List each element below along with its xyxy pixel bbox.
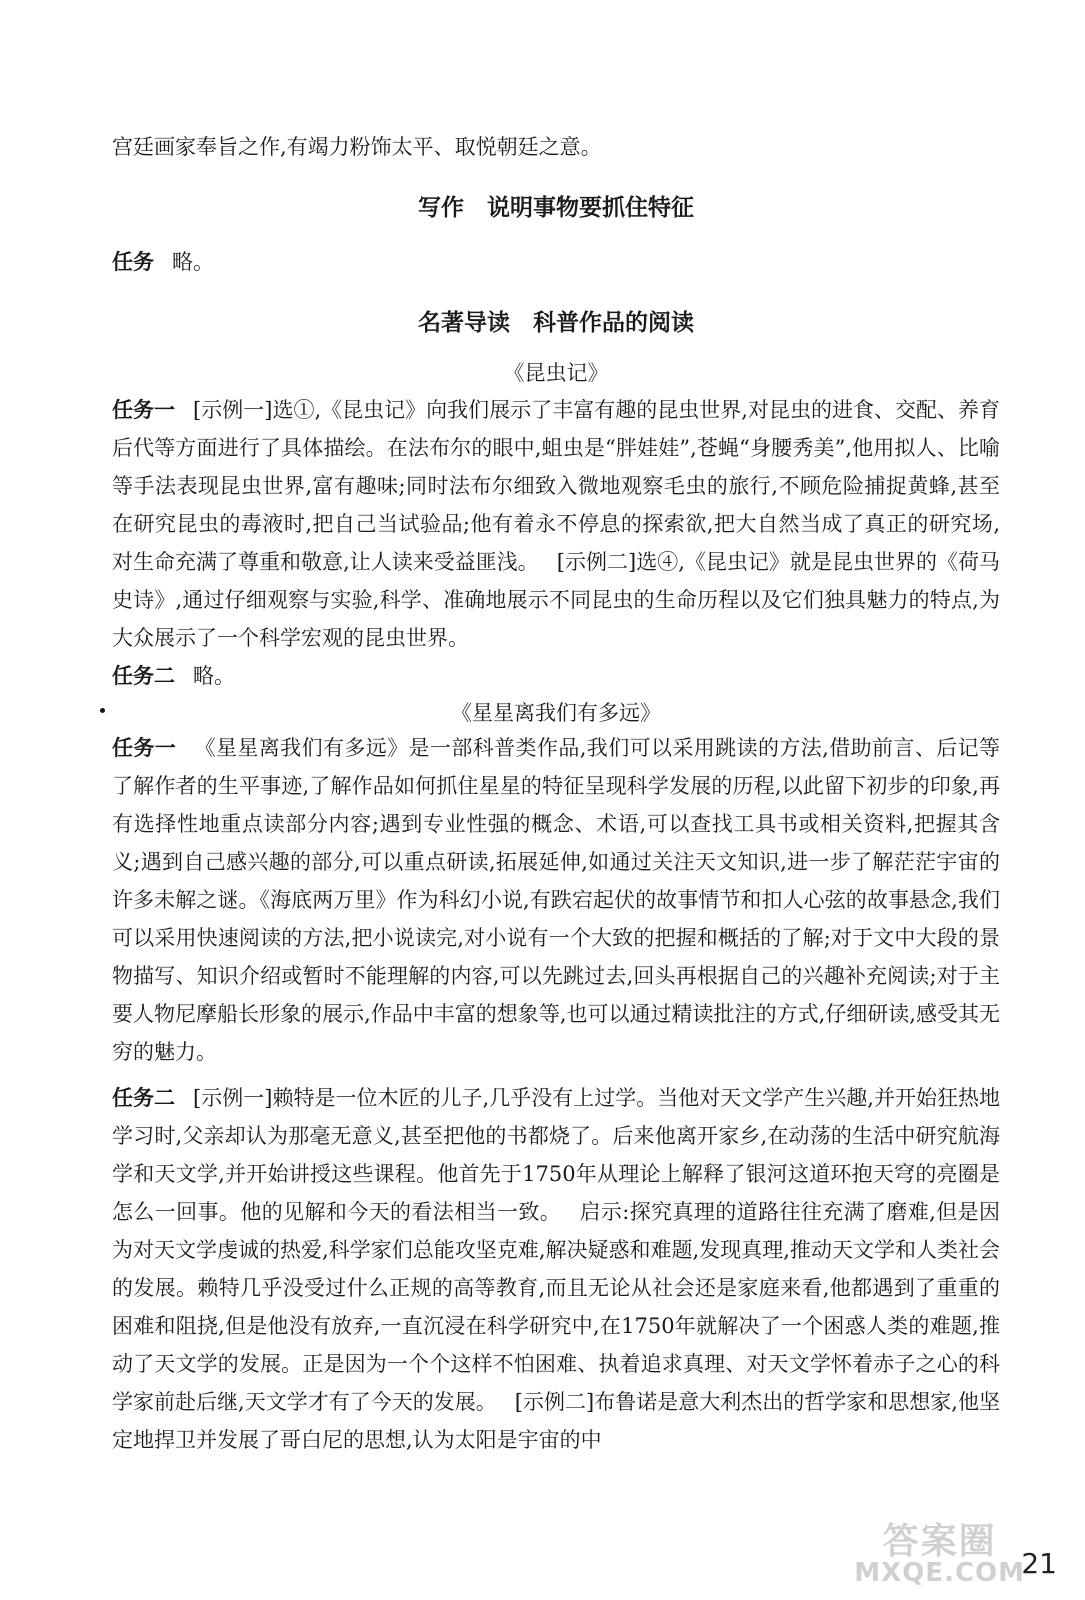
writing-section-heading: 写作 说明事物要抓住特征: [418, 195, 694, 221]
watermark-top: 答案圈: [882, 1521, 997, 1562]
reading-section-heading: 名著导读 科普作品的阅读: [418, 310, 694, 336]
book2-task2-text-b: 启示:探究真理的道路往往充满了磨难,但是因为对天文学虔诚的热爱,科学家们总能攻坚克难,解决疑惑和难题,发现真理,推动天文学和人类社会的发展。赖特几乎没受过什么正规的高等教育,而且无论从社会还是家庭来看,他都遇到了重重的困难和阻挠,但是他没有放弃,一直沉浸在科学研究中,在1750年就解决了一个困惑人类的难题,推动了天文学的发展。正是因为一个个这样不怕困难、执着追求真理、对天文学怀着赤子之心的科学家前赴后继,天文学才有了今天的发展。: [112, 1200, 1000, 1414]
book2-task2-label: 任务二: [112, 1086, 176, 1110]
book2-task2-text-c: [示例二]布鲁诺是意大利杰出的哲学家和思想家,他坚定地捍卫并发展了哥白尼的思想,认为太阳是宇宙的中: [112, 1390, 1000, 1452]
book1-task1: [112, 391, 1000, 657]
book2-title: 《星星离我们有多远》: [451, 701, 661, 725]
book2-task1: [112, 729, 1000, 1071]
writing-task-text: 略。: [172, 250, 214, 274]
watermark-logo: [854, 1521, 1025, 1588]
writing-task-label: 任务: [112, 250, 154, 274]
book1-task1-text-b: [示例二]选④,《昆虫记》就是昆虫世界的《荷马史诗》,通过仔细观察与实验,科学、准确地展示不同昆虫的生命历程以及它们独具魅力的特点,为大众展示了一个科学宏观的昆虫世界。: [112, 550, 1000, 650]
book1-title: 《昆虫记》: [503, 361, 609, 385]
book1-task1-label: 任务一: [112, 398, 176, 422]
stray-mark: [100, 708, 105, 713]
book1-task2: [112, 657, 1000, 695]
book2-task2-text: [示例一]赖特是一位木匠的儿子,几乎没有上过学。当他对天文学产生兴趣,并开始狂热地学习时,父亲却认为那毫无意义,甚至把他的书都烧了。后来他离开家乡,在动荡的生活中研究航海学和天文学,并开始讲授这些课程。他首先于1750年从理论上解释了银河这道环抱天穹的亮圈是怎么一回事。他的见解和今天的看法相当一致。: [112, 1086, 1001, 1224]
book2-task1-text: 《星星离我们有多远》是一部科普类作品,我们可以采用跳读的方法,借助前言、后记等了解作者的生平事迹,了解作品如何抓住星星的特征呈现科学发展的历程,以此留下初步的印象,再有选择性地重点读部分内容;遇到专业性强的概念、术语,可以查找工具书或相关资料,把握其含义;遇到自己感兴趣的部分,可以重点研读,拓展延伸,如通过关注天文知识,进一步了解茫茫宇宙的许多未解之谜。《海底两万里》作为科幻小说,有跌宕起伏的故事情节和扣人心弦的故事悬念,我们可以采用快速阅读的方法,把小说读完,对小说有一个大致的把握和概括的了解;对于文中大段的景物描写、知识介绍或暂时不能理解的内容,可以先跳过去,回头再根据自己的兴趣补充阅读;对于主要人物尼摩船长形象的展示,作品中丰富的想象等,也可以通过精读批注的方式,仔细研读,感受其无穷的魅力。: [112, 736, 1001, 1064]
intro-line: 宫廷画家奉旨之作,有竭力粉饰太平、取悦朝廷之意。: [112, 135, 602, 159]
book2-task1-label: 任务一: [112, 736, 177, 760]
book2-task2: [112, 1079, 1000, 1459]
page-number: 21: [1021, 1547, 1057, 1580]
writing-task: [112, 243, 1000, 281]
book1-task2-label: 任务二: [112, 664, 175, 688]
book1-task1-text: [示例一]选①,《昆虫记》向我们展示了丰富有趣的昆虫世界,对昆虫的进食、交配、养育后代等方面进行了具体描绘。在法布尔的眼中,蛆虫是“胖娃娃”,苍蝇“身腰秀美”,他用拟人、比喻等手法表现昆虫世界,富有趣味;同时法布尔细致入微地观察毛虫的旅行,不顾危险捕捉黄蜂,甚至在研究昆虫的毒液时,把自己当试验品;他有着永不停息的探索欲,把大自然当成了真正的研究场,对生命充满了尊重和敬意,让人读来受益匪浅。: [112, 398, 1001, 574]
page-content: [112, 128, 1000, 1459]
book1-task2-text: 略。: [193, 664, 235, 688]
watermark-bottom: MXQE.COM: [854, 1558, 1025, 1588]
